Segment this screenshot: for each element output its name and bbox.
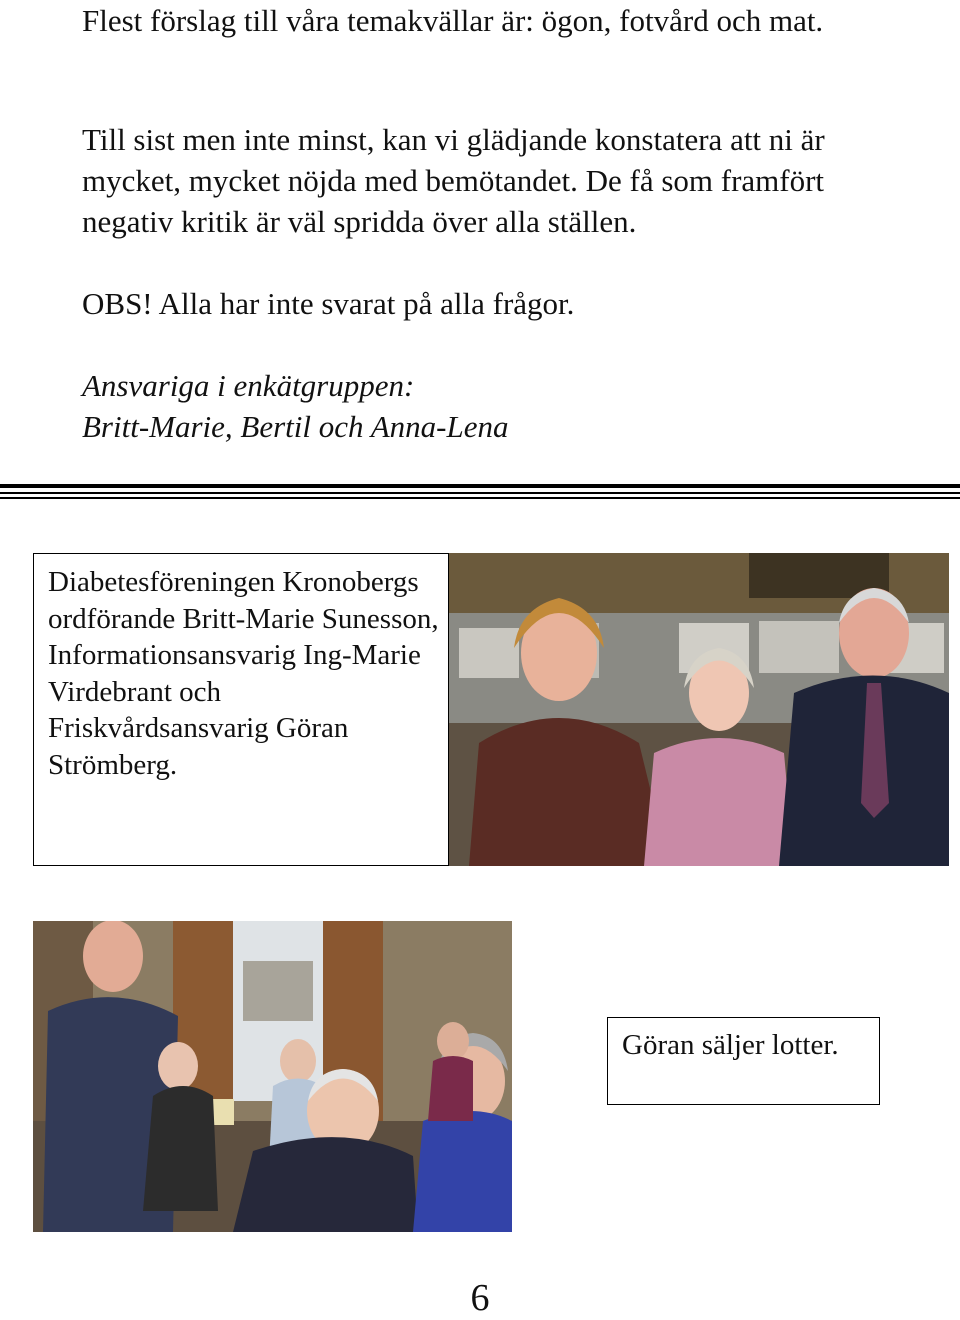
photo-lottery — [33, 921, 512, 1232]
photo-board-members — [449, 553, 949, 866]
paragraph-obs: OBS! Alla har inte svarat på alla frågor. — [82, 286, 575, 321]
paragraph-ansvariga-heading: Ansvariga i enkätgruppen: — [82, 368, 415, 403]
page-number: 6 — [470, 1277, 490, 1319]
paragraph-temakvallar: Flest förslag till våra temakvällar är: ögon, fotvård och mat. — [82, 3, 824, 38]
divider-thin-1 — [0, 492, 960, 494]
divider-thin-2 — [0, 497, 960, 499]
divider-thick — [0, 484, 960, 488]
caption-box-lottery — [607, 1017, 880, 1105]
paragraph-konstatera: Till sist men inte minst, kan vi glädjande konstatera att ni är mycket, mycket nöjda med bemötandet. De få som framfört negativ kritik är väl spridda över alla ställen. — [82, 122, 825, 239]
caption-lottery-text: Göran säljer lotter. — [622, 1029, 839, 1061]
caption-board-text: Diabetesföreningen Kronobergs ordförande Britt-Marie Sunesson, Informationsansvarig Ing-Marie Virdebrant och Friskvårdsansvarig Göran Strömberg. — [48, 566, 439, 781]
caption-box-board — [33, 553, 449, 866]
paragraph-ansvariga-names: Britt-Marie, Bertil och Anna-Lena — [82, 409, 509, 444]
